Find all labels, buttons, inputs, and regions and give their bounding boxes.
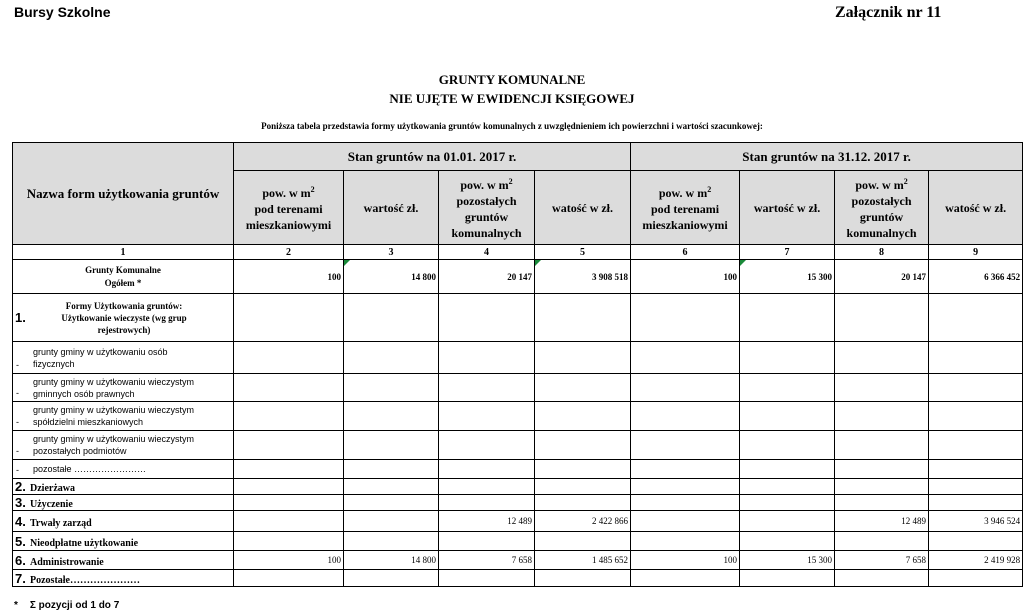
total-row [13,260,1023,294]
col-header-area-residential: pow. w $m^2$ pod terenami mieszkaniowymi [631,171,740,245]
land-use-table [12,142,1023,587]
table-cell: 100 [234,551,344,570]
subrow-label: - grunty gminy w użytkowaniu wieczystym spółdzielni mieszkaniowych [13,402,234,431]
table-row [13,479,1023,495]
column-index: 7 [740,245,835,260]
table-row [13,532,1023,551]
table-cell: 15 300 [740,551,835,570]
table-cell: 3 946 524 [929,511,1023,532]
row-label-free-use: 5. Nieodpłatne użytkowanie [13,532,234,551]
column-index: 6 [631,245,740,260]
table-cell: 100 [631,260,740,294]
table-row [13,495,1023,511]
footnote: * Σ pozycji od 1 do 7 [14,600,120,611]
col-header-area-residential: pow. w $m^2$ pod terenami mieszkaniowymi [234,171,344,245]
name-column-header: Nazwa form użytkowania gruntów [13,143,234,245]
col-header-area-other: pow. w $m^2$ pozostałych gruntów komunalnych [835,171,929,245]
row-label-other: 7. Pozostałe………………… [13,570,234,587]
column-index: 5 [535,245,631,260]
table-cell: 15 300 [740,260,835,294]
table-row [13,342,1023,374]
table-cell [344,511,439,532]
table-cell: 1 485 652 [535,551,631,570]
table-cell: 7 658 [835,551,929,570]
table-row [13,511,1023,532]
table-cell: 2 419 928 [929,551,1023,570]
table-cell: 2 422 866 [535,511,631,532]
col-header-area-other: pow. w $m^2$ pozostałych gruntów komunalnych [439,171,535,245]
subrow-label: - grunty gminy w użytkowaniu wieczystym pozostałych podmiotów [13,431,234,460]
row-label-permanent-management: 4. Trwały zarząd [13,511,234,532]
table-cell: 6 366 452 [929,260,1023,294]
table-cell: 12 489 [439,511,535,532]
document-subtitle: NIE UJĘTE W EWIDENCJI KSIĘGOWEJ [389,91,635,106]
table-row [13,402,1023,431]
column-index: 2 [234,245,344,260]
row-label-administration: 6. Administrowanie [13,551,234,570]
table-cell: 3 908 518 [535,260,631,294]
table-cell: 7 658 [439,551,535,570]
table-row [13,460,1023,479]
attachment-number: Załącznik nr 11 [835,4,942,21]
table-cell: 14 800 [344,551,439,570]
total-label: Grunty Komunalne Ogółem * [13,260,234,294]
row-label-lease: 2. Dzierżawa [13,479,234,495]
column-index: 3 [344,245,439,260]
col-header-value: watość w zł. [929,171,1023,245]
col-header-value: watość w zł. [535,171,631,245]
column-index: 8 [835,245,929,260]
table-row [13,431,1023,460]
subrow-label: - pozostałe …………………… [13,460,234,479]
group-header-end: Stan gruntów na 31.12. 2017 r. [631,143,1023,171]
table-cell [234,511,344,532]
col-header-value: wartość w zł. [740,171,835,245]
column-index: 9 [929,245,1023,260]
table-cell: 100 [234,260,344,294]
subrow-label: - grunty gminy w użytkowaniu osób fizycznych [13,342,234,374]
group-header-start: Stan gruntów na 01.01. 2017 r. [234,143,631,171]
institution-name: Bursy Szkolne [14,4,111,20]
table-cell: 100 [631,551,740,570]
col-header-value: wartość zł. [344,171,439,245]
column-index-row [13,245,1023,260]
table-row [13,551,1023,570]
table-cell [740,511,835,532]
row-label-lending: 3. Użyczenie [13,495,234,511]
document-title: GRUNTY KOMUNALNE [438,72,586,87]
table-row [13,570,1023,587]
column-index: 1 [13,245,234,260]
subrow-label: - grunty gminy w użytkowaniu wieczystym gminnych osób prawnych [13,374,234,402]
table-cell: 20 147 [835,260,929,294]
table-row [13,374,1023,402]
table-cell: 14 800 [344,260,439,294]
table-cell: 12 489 [835,511,929,532]
row-label-usufruct: 1.Formy Użytkowania gruntów: Użytkowanie wieczyste (wg grup rejestrowych) [13,294,234,342]
intro-text: Poniższa tabela przedstawia formy użytkowania gruntów komunalnych z uwzględnieniem ich powierzchni i wartości szacunkowej: [261,121,763,131]
table-cell: 20 147 [439,260,535,294]
table-cell [631,511,740,532]
column-index: 4 [439,245,535,260]
table-row [13,294,1023,342]
